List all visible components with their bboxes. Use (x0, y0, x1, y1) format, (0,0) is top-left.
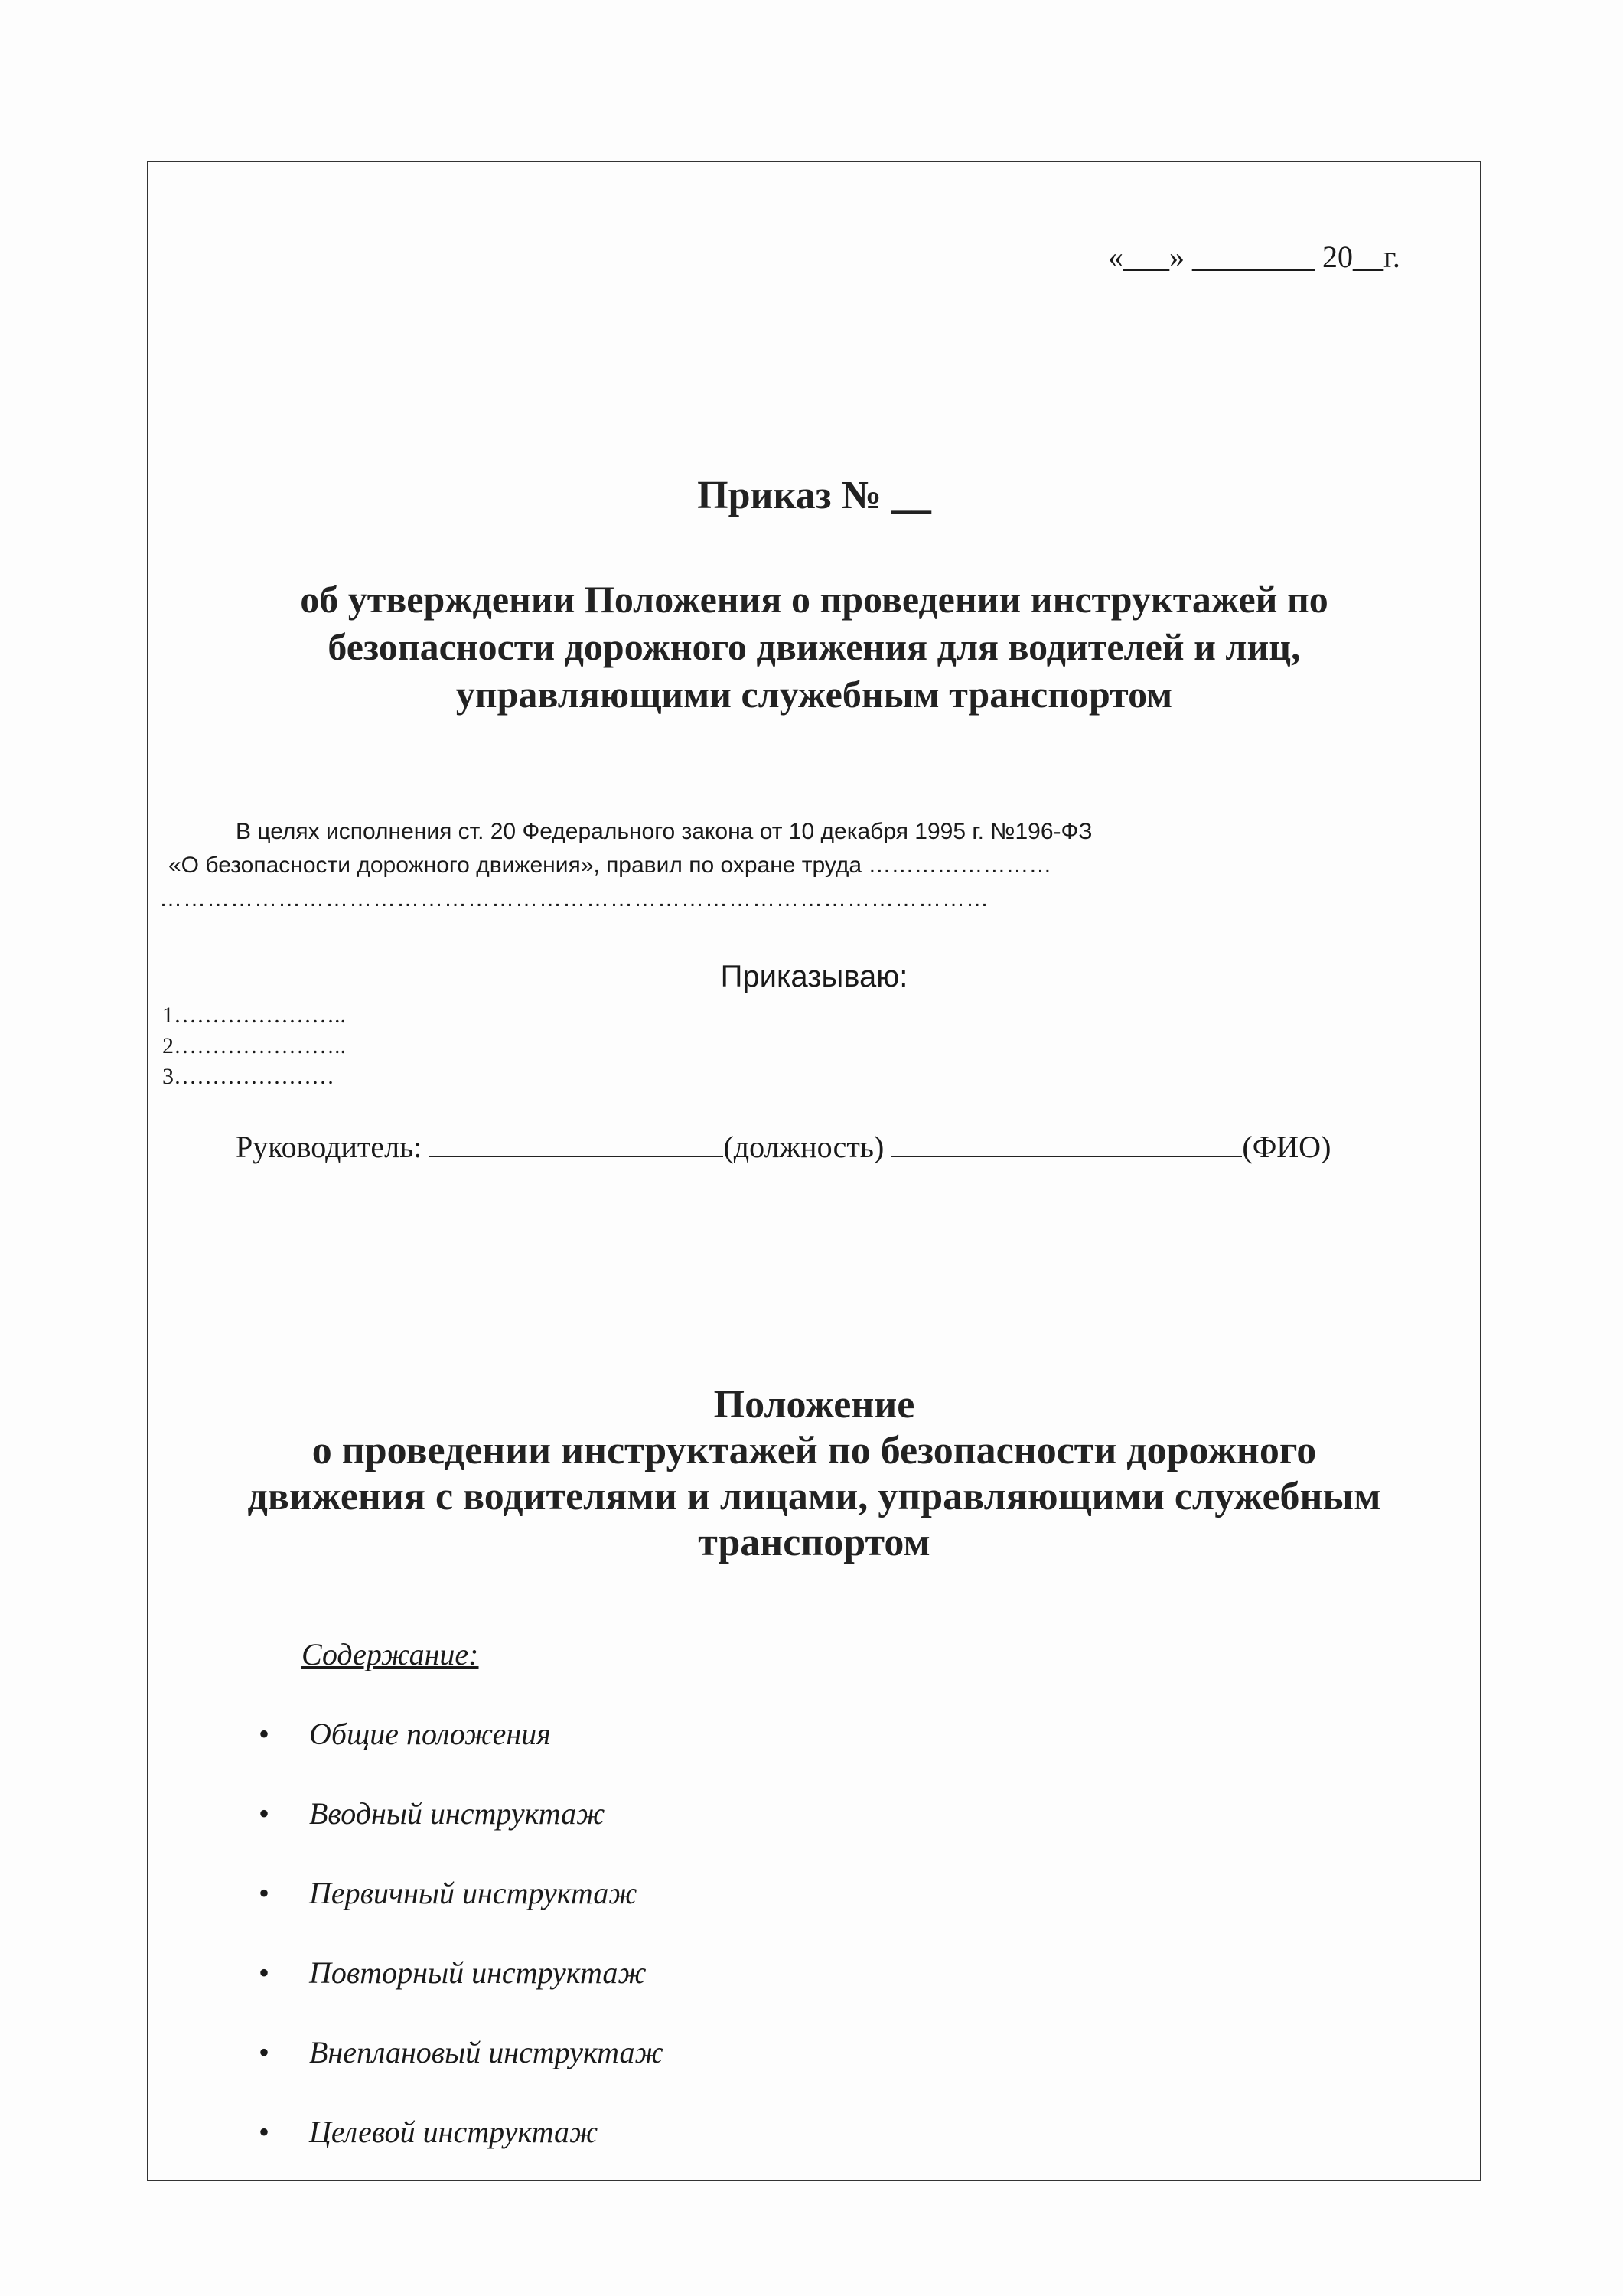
contents-item (259, 1716, 551, 1752)
position-hint: (должность) (723, 1130, 885, 1164)
order-subtitle (147, 576, 1481, 718)
decree-item: 3………………… (162, 1064, 334, 1089)
order-subtitle-line: управляющими служебным транспортом (455, 673, 1173, 716)
decree-heading: Приказываю: (720, 960, 908, 993)
preamble-dotted-line: …………………………………………………………………………………………… (159, 886, 989, 912)
order-subtitle-line: об утверждении Положения о проведении инструктажей по (300, 578, 1328, 621)
bullet-icon: • (259, 1717, 270, 1751)
order-subtitle-line: безопасности дорожного движения для водителей и лиц, (328, 625, 1301, 668)
contents-item (259, 1795, 605, 1831)
regulation-title-line: транспортом (698, 1521, 930, 1564)
contents-item-label: Первичный инструктаж (309, 1876, 637, 1910)
preamble-line: В целях исполнения ст. 20 Федерального закона от 10 декабря 1995 г. №196-ФЗ (236, 819, 1093, 844)
contents-item-label: Вводный инструктаж (309, 1796, 605, 1831)
regulation-title-line: Положение (713, 1383, 915, 1427)
contents-item (259, 2114, 598, 2150)
contents-item (259, 1875, 637, 1911)
name-hint: (ФИО) (1242, 1130, 1331, 1164)
contents-item (259, 2034, 663, 2070)
decree-item: 1………………….. (162, 1003, 346, 1028)
decree-item: 2………………….. (162, 1033, 346, 1058)
contents-item-label: Целевой инструктаж (309, 2115, 598, 2149)
name-blank (891, 1128, 1242, 1157)
signature-line (236, 1128, 1331, 1165)
signature-label: Руководитель: (236, 1130, 422, 1164)
contents-item (259, 1955, 647, 1991)
preamble-line: «О безопасности дорожного движения», правил по охране труда …………………… (168, 853, 1052, 878)
regulation-title-line: о проведении инструктажей по безопасности дорожного (311, 1429, 1317, 1473)
bullet-icon: • (259, 2035, 270, 2069)
bullet-icon: • (259, 1955, 270, 1990)
regulation-title-line: движения с водителями и лицами, управляющими служебным (247, 1475, 1381, 1518)
contents-item-label: Внеплановый инструктаж (309, 2035, 663, 2069)
bullet-icon: • (259, 2115, 270, 2149)
regulation-title (147, 1382, 1481, 1566)
date-line: «___» ________ 20__г. (1108, 240, 1400, 274)
bullet-icon: • (259, 1876, 270, 1910)
contents-item-label: Общие положения (309, 1717, 551, 1751)
position-blank (429, 1128, 723, 1157)
bullet-icon: • (259, 1796, 270, 1831)
order-title: Приказ № __ (697, 474, 931, 517)
contents-heading: Содержание: (301, 1637, 479, 1671)
contents-item-label: Повторный инструктаж (309, 1955, 647, 1990)
